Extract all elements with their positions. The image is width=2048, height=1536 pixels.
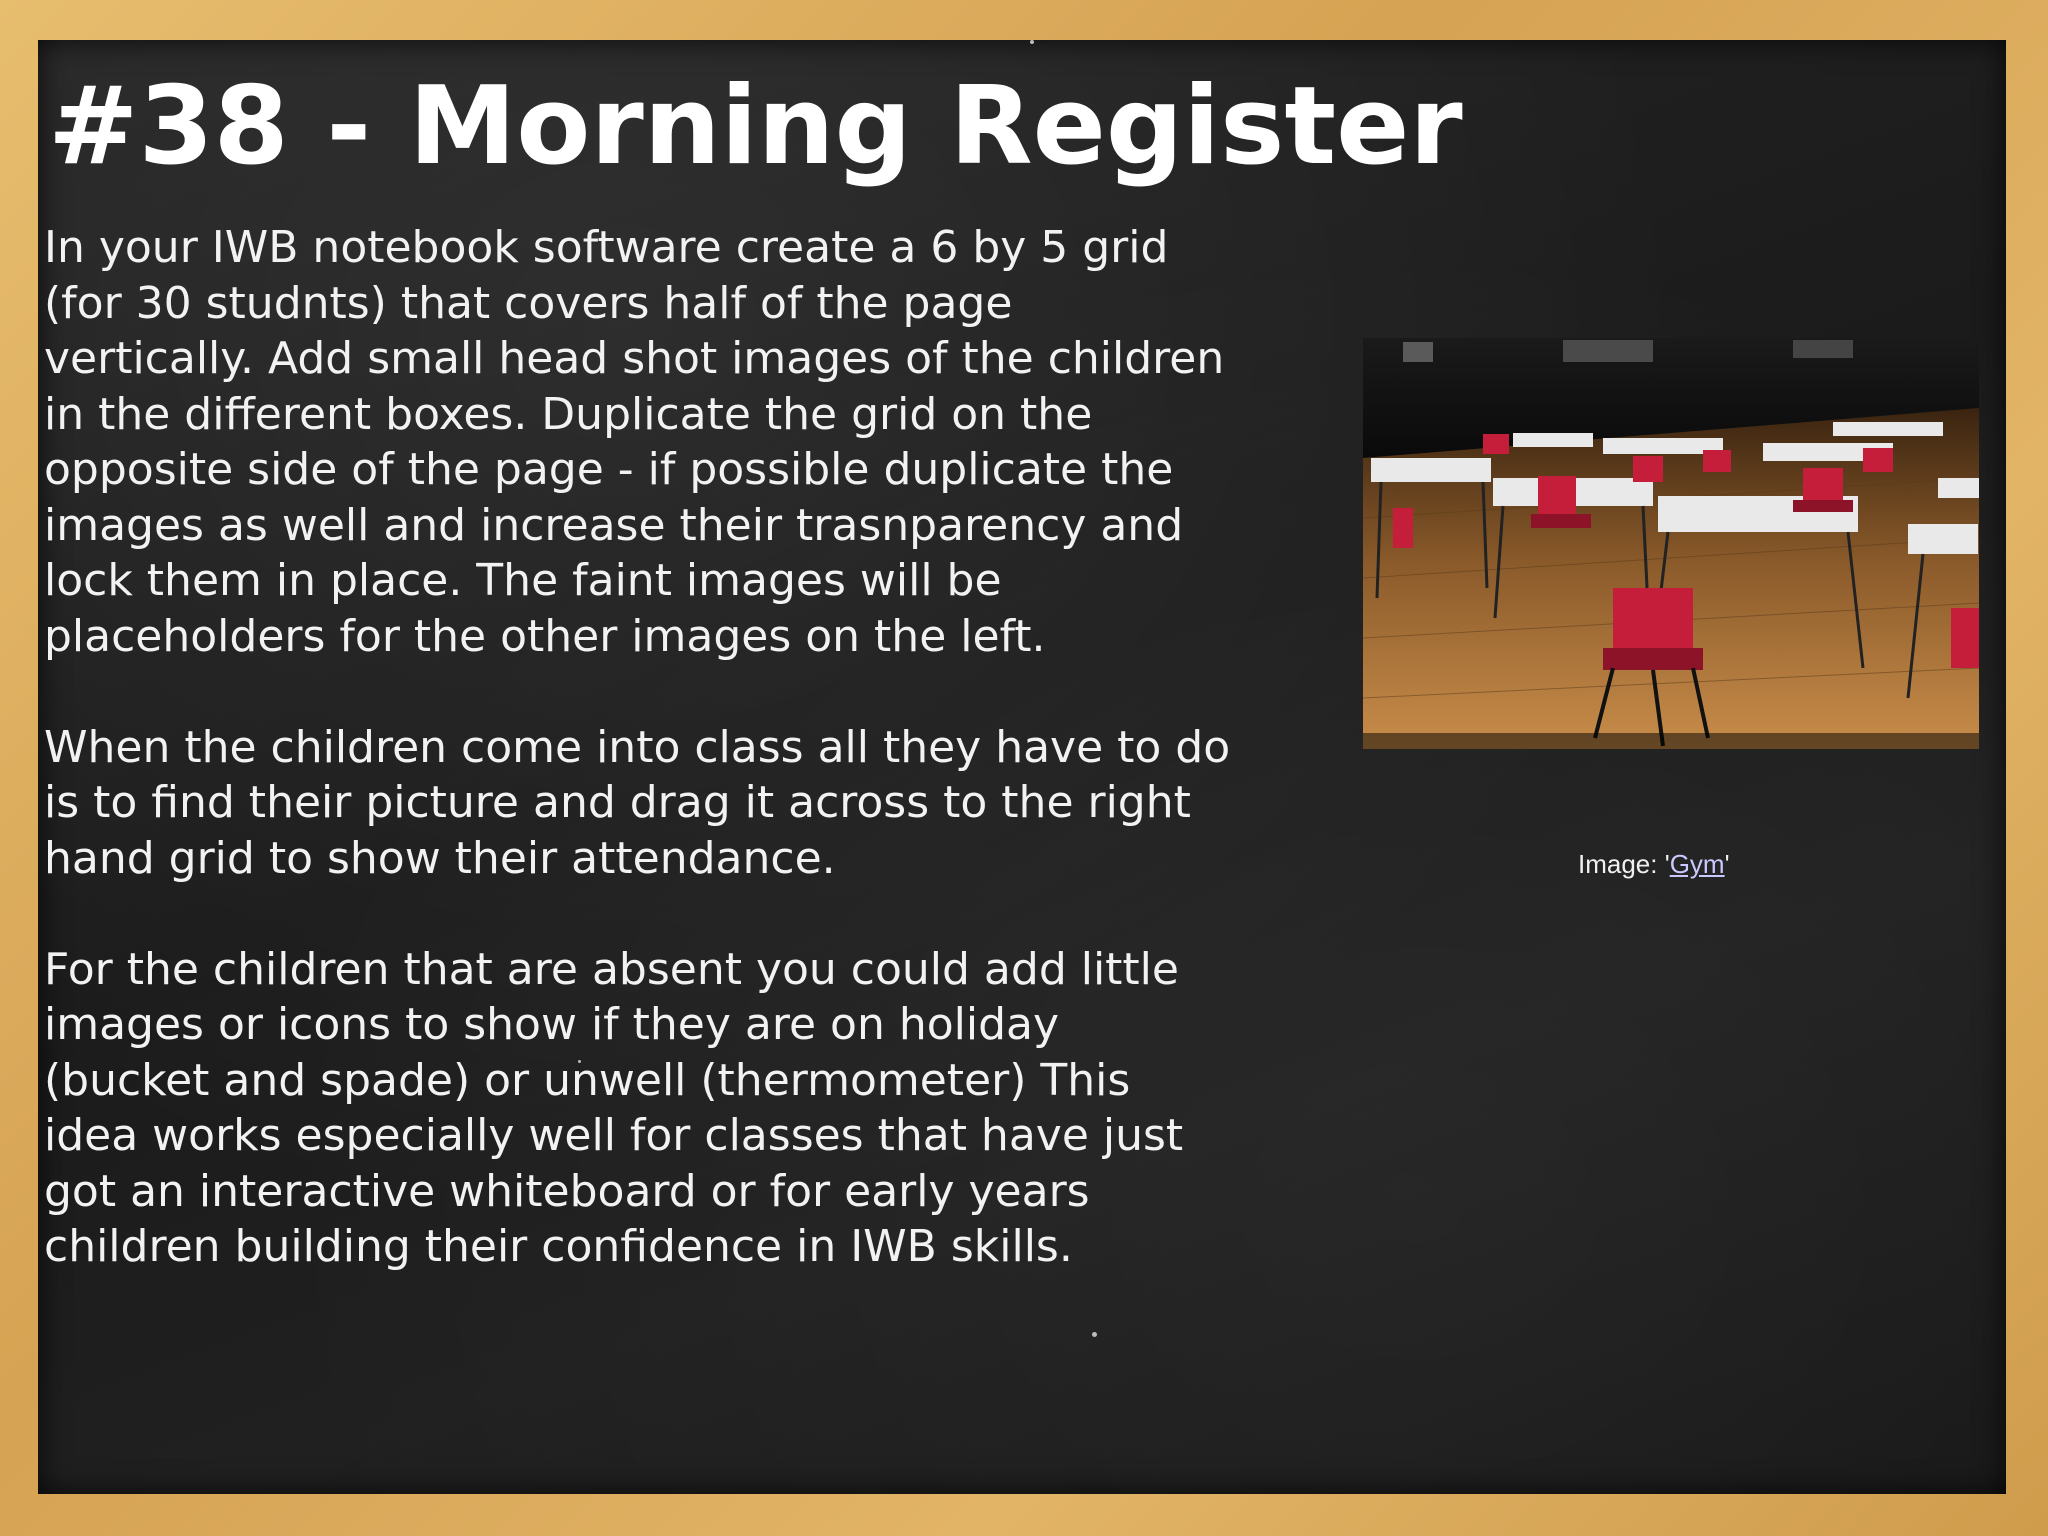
paragraph-instructions: In your IWB notebook software create a 6 by 5 grid (for 30 studnts) that covers half of the page vertically. Add small head shot images of the children in the different boxes. Duplicate the grid on the opposite side of the page - if possible duplicate the images as well and increase their trasnparency and lock them in place. The faint images will be placeholders for the other images on the left. <box>44 222 1225 662</box>
caption-suffix: ' <box>1724 849 1730 879</box>
chalk-speck <box>1030 40 1034 44</box>
caption-link-gym[interactable]: Gym <box>1669 849 1725 879</box>
slide-title: #38 - Morning Register <box>48 64 1463 189</box>
gym-photo-illustration <box>1363 338 1979 749</box>
gym-photo <box>1363 338 1979 749</box>
paragraph-absent: For the children that are absent you could add little images or icons to show if they are on holiday (bucket and spade) or unwell (thermometer) This idea works especially well for classes that have just got an interactive whiteboard or for early years children building their confidence in IWB skills. <box>44 943 1184 1272</box>
image-caption <box>1578 848 1730 880</box>
slide-body <box>44 220 1374 1330</box>
paragraph-attendance: When the children come into class all they have to do is to find their picture and drag it across to the right hand grid to show their attendance. <box>44 721 1231 884</box>
chalkboard <box>38 40 2006 1494</box>
chalk-speck <box>1092 1332 1097 1337</box>
caption-prefix: Image: ' <box>1578 849 1670 879</box>
